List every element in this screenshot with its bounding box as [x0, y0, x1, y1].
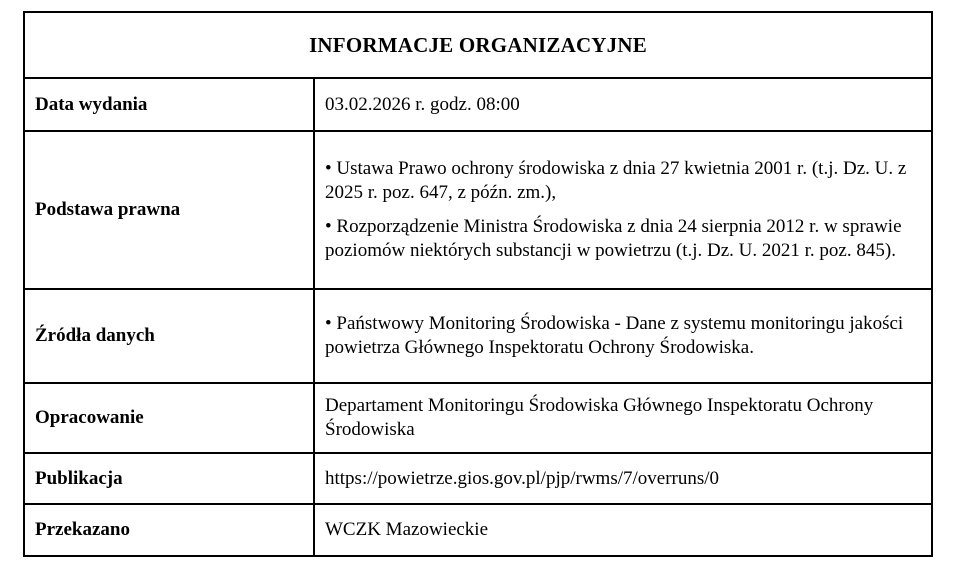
organizational-info-table	[23, 11, 933, 557]
issue-date-value: 03.02.2026 r. godz. 08:00	[314, 78, 932, 131]
prepared-by-value: Departament Monitoringu Środowiska Głównego Inspektoratu Ochrony Środowiska	[314, 383, 932, 453]
issue-date-label: Data wydania	[24, 78, 314, 131]
publication-url: https://powietrze.gios.gov.pl/pjp/rwms/7/overruns/0	[314, 453, 932, 504]
table-title-row	[24, 12, 932, 78]
table-row-forwarded-to	[24, 504, 932, 556]
data-sources-value: • Państwowy Monitoring Środowiska - Dane z systemu monitoringu jakości powietrza Głównego Inspektoratu Ochrony Środowiska.	[314, 289, 932, 383]
table-row-data-sources	[24, 289, 932, 383]
data-sources-label: Źródła danych	[24, 289, 314, 383]
table-row-publication	[24, 453, 932, 504]
table-row-legal-basis	[24, 131, 932, 289]
legal-basis-value	[314, 131, 932, 289]
table-title: INFORMACJE ORGANIZACYJNE	[24, 12, 932, 78]
prepared-by-label: Opracowanie	[24, 383, 314, 453]
legal-basis-item: • Rozporządzenie Ministra Środowiska z dnia 24 sierpnia 2012 r. w sprawie poziomów niektórych substancji w powietrzu (t.j. Dz. U. 2021 r. poz. 845).	[325, 216, 902, 261]
publication-label: Publikacja	[24, 453, 314, 504]
forwarded-to-value: WCZK Mazowieckie	[314, 504, 932, 556]
table-row-prepared-by	[24, 383, 932, 453]
table-row-issue-date	[24, 78, 932, 131]
forwarded-to-label: Przekazano	[24, 504, 314, 556]
legal-basis-item: • Ustawa Prawo ochrony środowiska z dnia 27 kwietnia 2001 r. (t.j. Dz. U. z 2025 r. poz. 647, z późn. zm.),	[325, 158, 907, 203]
legal-basis-label: Podstawa prawna	[24, 131, 314, 289]
